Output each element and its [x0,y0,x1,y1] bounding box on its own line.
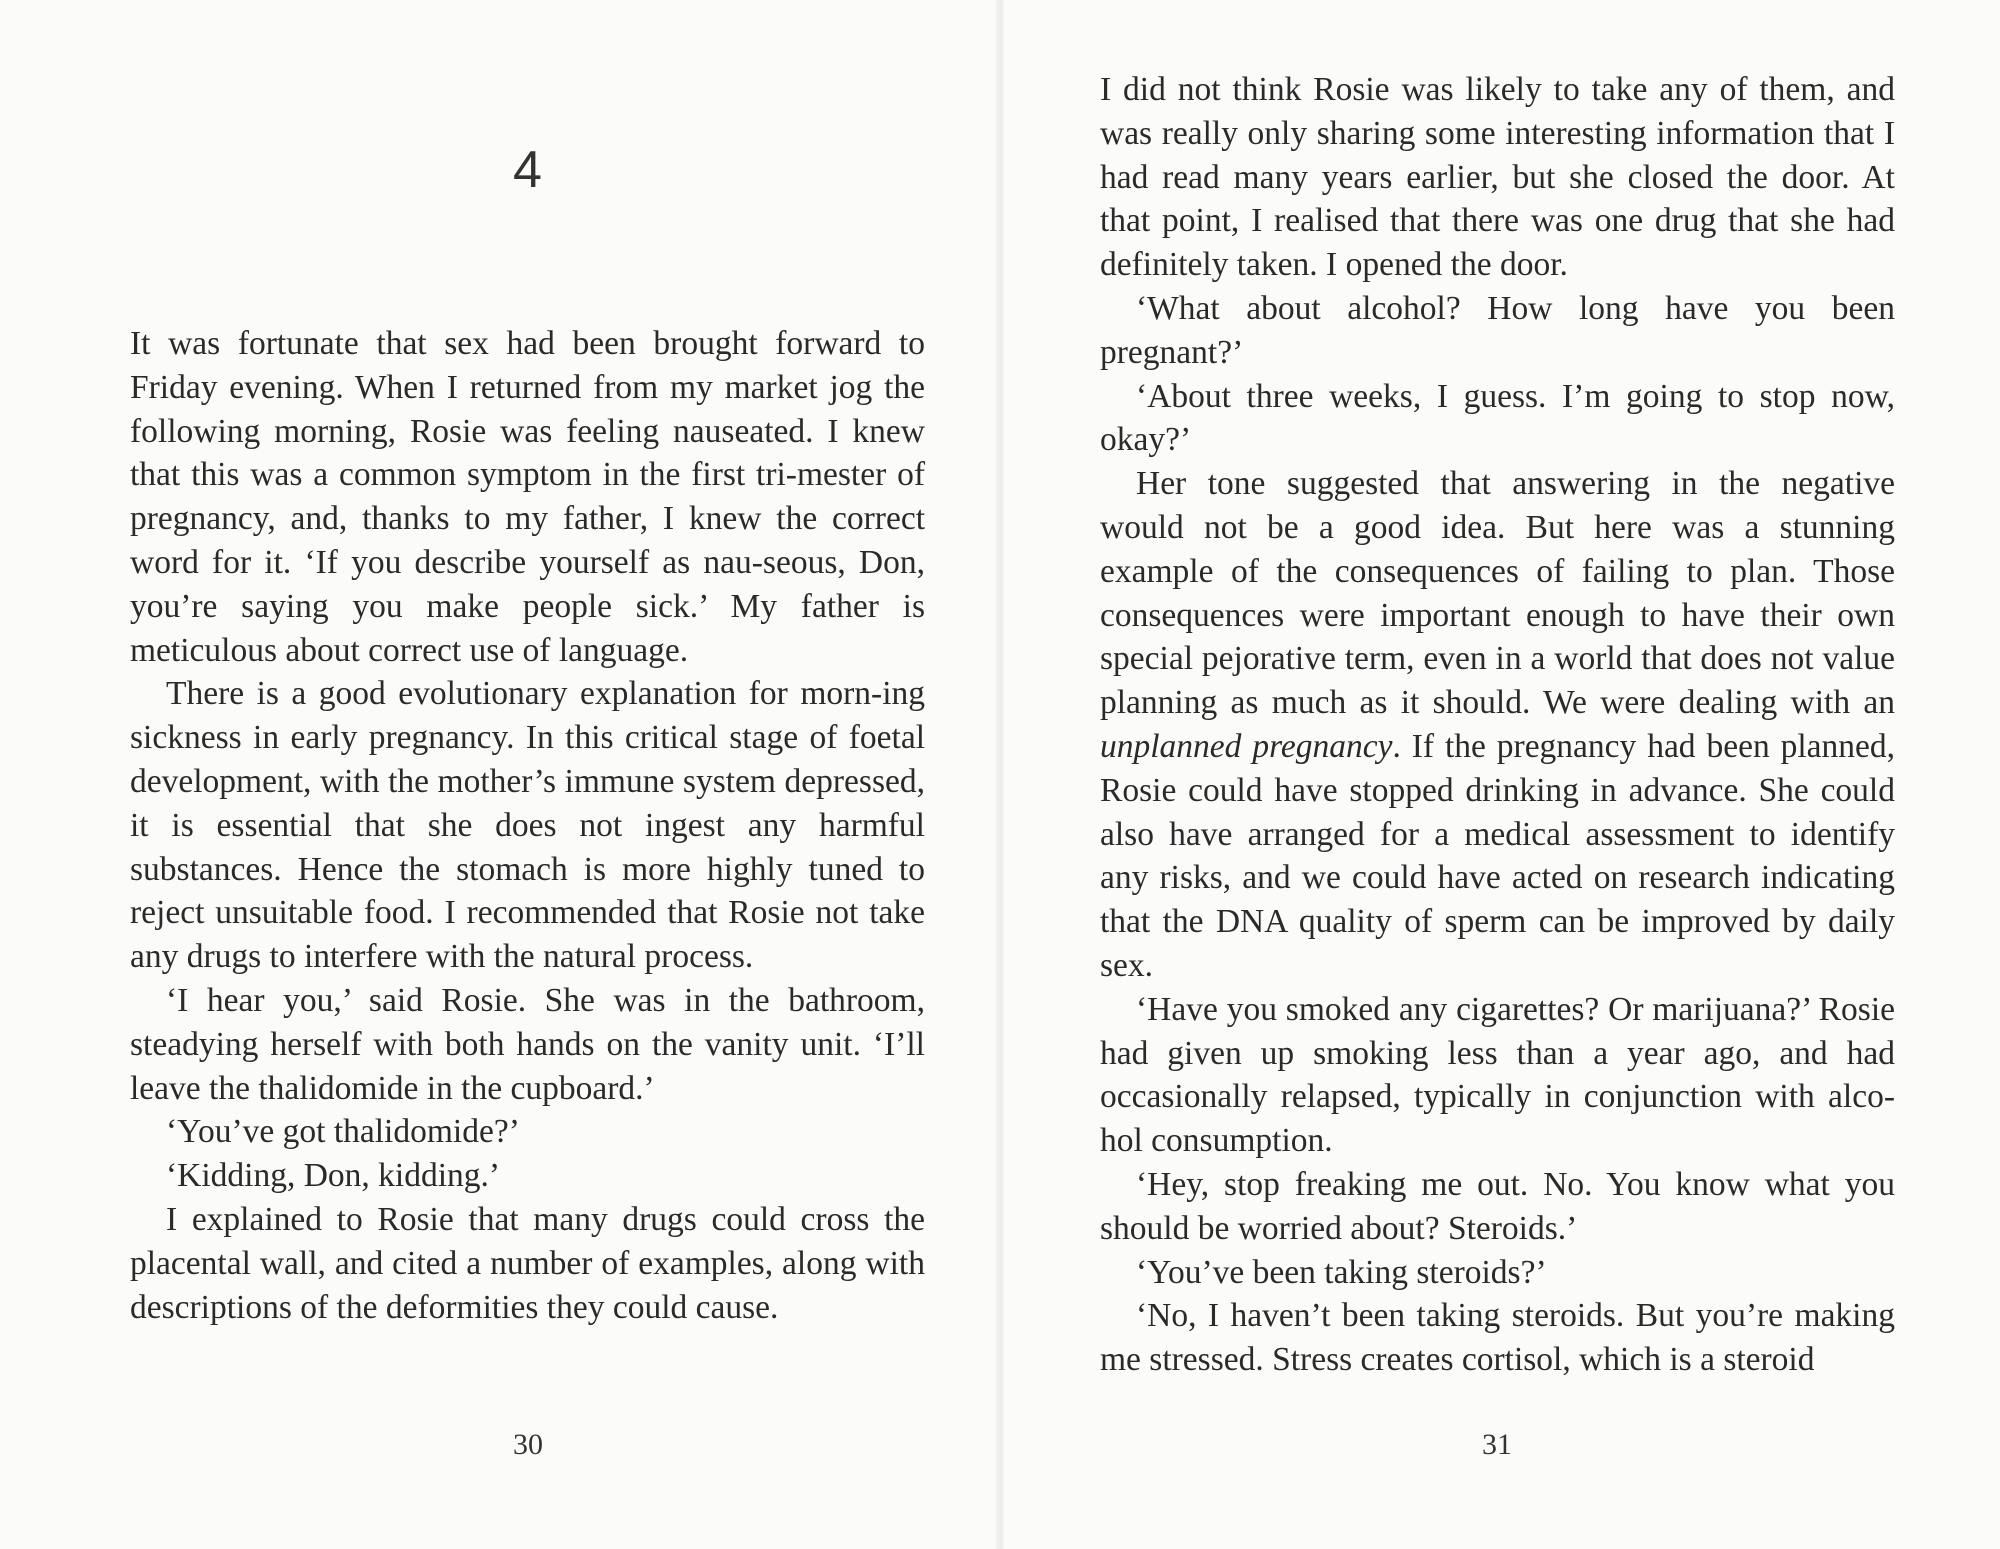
right-page [1004,0,2000,1549]
paragraph [1100,462,1895,988]
left-page-text [130,322,925,1329]
paragraph: ‘Hey, stop freaking me out. No. You know what you should be worried about? Steroids.’ [1100,1165,1895,1247]
right-page-text [1100,68,1895,1382]
paragraph-text: . If the pregnancy had been planned, Rosie could have stopped drinking in advance. She could also have arranged for a medical assessment to identify any risks, and we could have acted on research indicating that the DNA quality of sperm can be improved by daily sex. [1100,727,1896,984]
paragraph: ‘Kidding, Don, kidding.’ [166,1157,501,1195]
paragraph: There is a good evolutionary explanation for morn-ing sickness in early pregnancy. In this critical stage of foetal development, with the mother’s immune system depressed, it is essential that she does not ingest any harmful substances. Hence the stomach is more highly tuned to reject unsuitable food. I recommended that Rosie not take any drugs to interfere with the natural process. [130,675,925,976]
chapter-number: 4 [513,141,542,199]
paragraph: ‘I hear you,’ said Rosie. She was in the bathroom, steadying herself with both hands on the vanity unit. ‘I’ll leave the thalidomide in the cupboard.’ [130,981,925,1107]
paragraph: I did not think Rosie was likely to take any of them, and was really only sharing some interesting information that I had read many years earlier, but she closed the door. At that point, I realised that there was one drug that she had definitely taken. I opened the door. [1100,71,1895,284]
left-page [0,0,996,1549]
page-number-right: 31 [1482,1428,1512,1461]
paragraph: ‘About three weeks, I guess. I’m going to stop now, okay?’ [1100,377,1895,459]
paragraph: ‘You’ve been taking steroids?’ [1136,1253,1547,1291]
paragraph: It was fortunate that sex had been brought forward to Friday evening. When I returned from my market jog the following morning, Rosie was feeling nauseated. I knew that this was a common symptom in the first tri-mester of pregnancy, and, thanks to my father, I knew the correct word for it. ‘If you describe yourself as nau-seous, Don, you’re saying you make people sick.’ My father is meticulous about correct use of language. [130,325,925,669]
page-number-left: 30 [513,1428,543,1461]
paragraph: ‘What about alcohol? How long have you been pregnant?’ [1100,289,1895,371]
paragraph-text: Her tone suggested that answering in the negative would not be a good idea. But here was a stunning example of the consequences of failing to plan. Those consequences were important enough to have their own special pejorative term, even in a world that does not value planning as much as it should. We were dealing with an [1100,465,1895,722]
italic-phrase: unplanned pregnancy [1100,727,1393,765]
book-gutter [996,0,1004,1549]
paragraph: I explained to Rosie that many drugs could cross the placental wall, and cited a number of examples, along with descriptions of the deformities they could cause. [130,1200,925,1326]
paragraph: ‘Have you smoked any cigarettes? Or marijuana?’ Rosie had given up smoking less than a year ago, and had occasionally relapsed, typically in conjunction with alco-hol consumption. [1100,990,1895,1160]
paragraph: ‘No, I haven’t been taking steroids. But you’re making me stressed. Stress creates cortisol, which is a steroid [1100,1297,1895,1379]
paragraph: ‘You’ve got thalidomide?’ [166,1113,520,1151]
